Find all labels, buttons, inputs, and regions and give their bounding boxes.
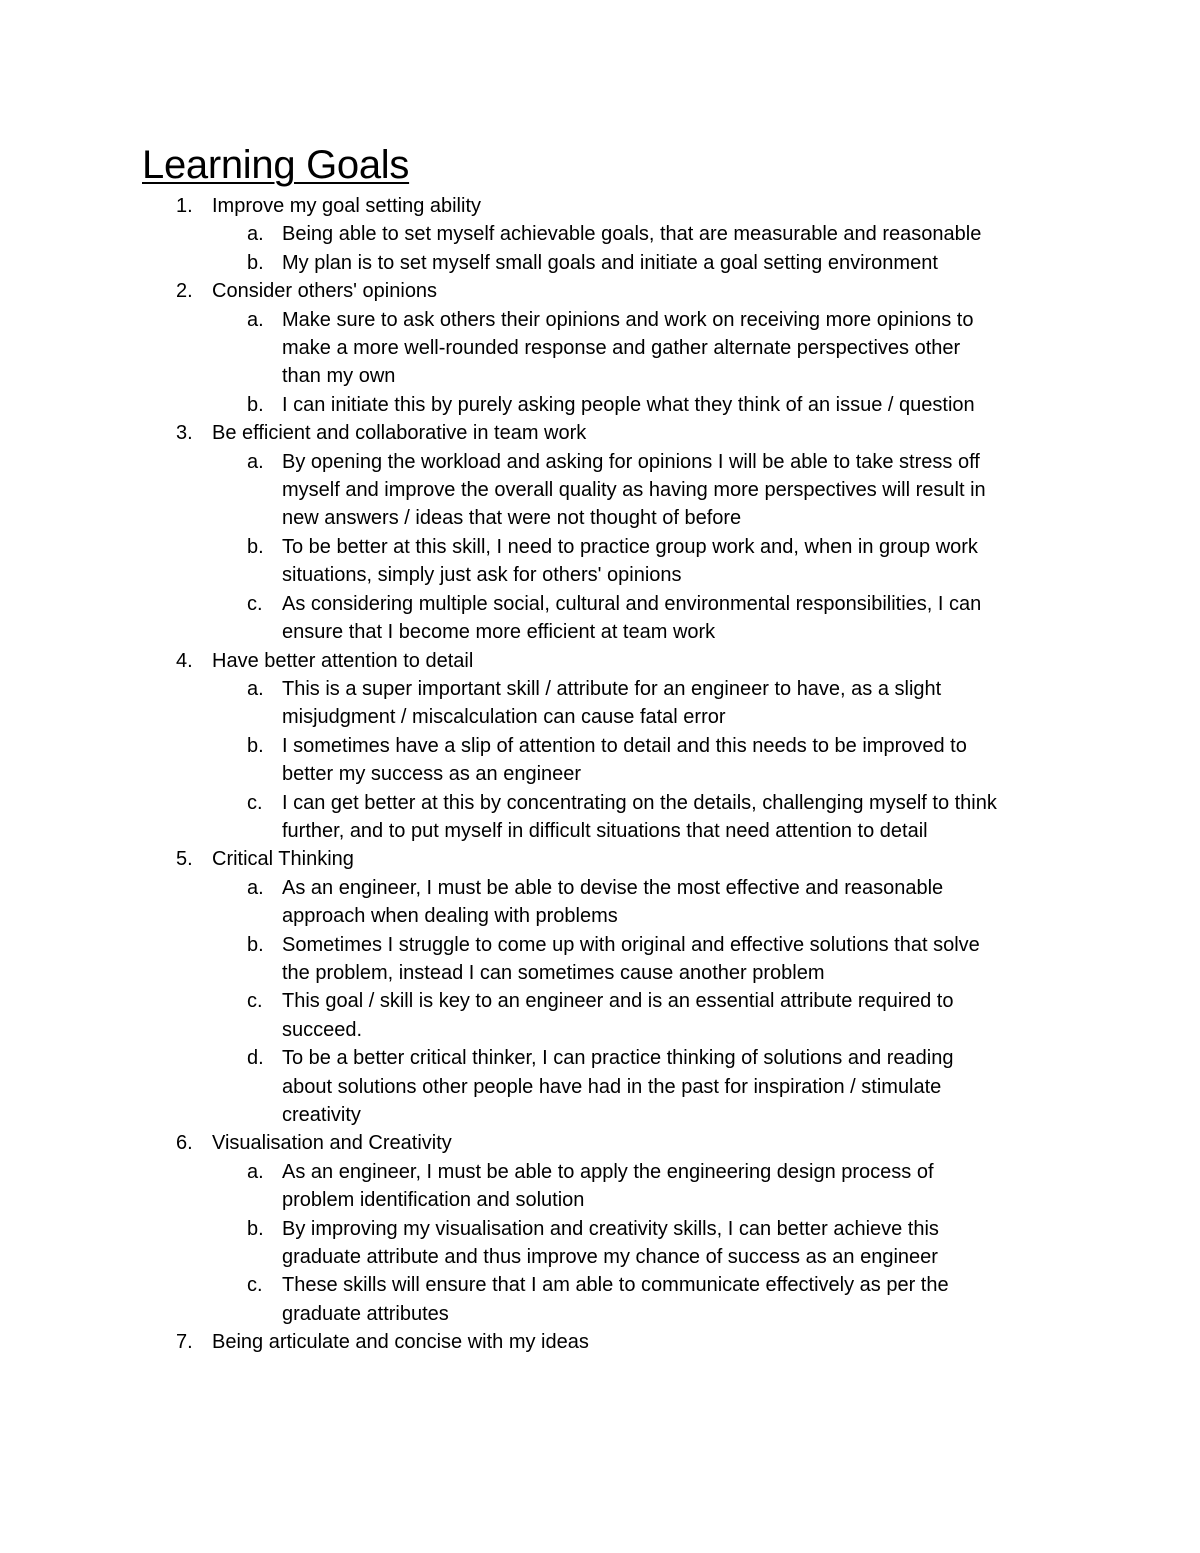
sub-goal-text-line: By improving my visualisation and creativity skills, I can better achieve this (282, 1217, 939, 1240)
sub-goal-list (212, 874, 1200, 1130)
goal-item (0, 277, 1200, 419)
sub-goal-letter: c. (247, 592, 263, 615)
sub-goal-letter: b. (247, 535, 264, 558)
sub-goal-text-line: new answers / ideas that were not thought of before (282, 507, 742, 530)
sub-goal-text-line: approach when dealing with problems (282, 905, 618, 928)
sub-goal-item (247, 675, 1057, 732)
sub-goal-letter: c. (247, 791, 263, 814)
sub-goal-item (247, 391, 1057, 419)
sub-goal-text-line: I can initiate this by purely asking people what they think of an issue / question (282, 393, 975, 416)
goal-text: Visualisation and Creativity (212, 1132, 452, 1155)
sub-goal-list (212, 1158, 1200, 1328)
sub-goal-item (247, 931, 1057, 988)
sub-goal-text-line: make a more well-rounded response and gather alternate perspectives other (282, 337, 961, 360)
sub-goal-text-line: the problem, instead I can sometimes cause another problem (282, 961, 825, 984)
sub-goal-text-line: about solutions other people have had in the past for inspiration / stimulate (282, 1075, 942, 1098)
sub-goal-item (247, 249, 1057, 277)
sub-goal-list (212, 306, 1200, 420)
sub-goal-text-line: This is a super important skill / attribute for an engineer to have, as a slight (282, 677, 942, 700)
sub-goal-letter: b. (247, 933, 264, 956)
sub-goal-letter: a. (247, 308, 264, 331)
sub-goal-item (247, 1215, 1057, 1272)
sub-goal-text-line: myself and improve the overall quality as having more perspectives will result in (282, 479, 986, 502)
sub-goal-list (212, 448, 1200, 647)
sub-goal-text-line: As an engineer, I must be able to devise the most effective and reasonable (282, 876, 944, 899)
sub-goal-item (247, 1158, 1057, 1215)
sub-goal-letter: b. (247, 1217, 264, 1240)
goal-text: Critical Thinking (212, 848, 354, 871)
sub-goal-text-line: misjudgment / miscalculation can cause fatal error (282, 706, 726, 729)
sub-goal-text-line: This goal / skill is key to an engineer and is an essential attribute required to (282, 990, 954, 1013)
goal-item (0, 845, 1200, 1129)
sub-goal-letter: c. (247, 1274, 263, 1297)
sub-goal-text-line: ensure that I become more efficient at team work (282, 621, 716, 644)
sub-goal-text-line: These skills will ensure that I am able to communicate effectively as per the (282, 1274, 949, 1297)
goal-item (0, 419, 1200, 646)
sub-goal-item (247, 987, 1057, 1044)
sub-goal-letter: a. (247, 1160, 264, 1183)
sub-goal-text-line: graduate attribute and thus improve my chance of success as an engineer (282, 1246, 938, 1269)
sub-goal-item (247, 590, 1057, 647)
sub-goal-letter: d. (247, 1047, 264, 1070)
sub-goal-text-line: Being able to set myself achievable goals, that are measurable and reasonable (282, 223, 982, 246)
goal-number: 5. (176, 848, 193, 871)
goal-text: Be efficient and collaborative in team work (212, 422, 587, 445)
sub-goal-text-line: situations, simply just ask for others' opinions (282, 564, 682, 587)
sub-goal-item (247, 220, 1057, 248)
goal-number: 2. (176, 280, 193, 303)
sub-goal-letter: b. (247, 734, 264, 757)
sub-goal-text-line: As considering multiple social, cultural and environmental responsibilities, I can (282, 592, 982, 615)
sub-goal-text-line: further, and to put myself in difficult situations that need attention to detail (282, 819, 928, 842)
sub-goal-text-line: I can get better at this by concentrating on the details, challenging myself to think (282, 791, 997, 814)
sub-goal-item (247, 306, 1057, 391)
sub-goal-letter: b. (247, 251, 264, 274)
sub-goal-text-line: graduate attributes (282, 1302, 449, 1325)
sub-goal-item (247, 1044, 1057, 1129)
goal-number: 1. (176, 195, 193, 217)
sub-goal-letter: a. (247, 876, 264, 899)
goal-text: Being articulate and concise with my ideas (212, 1331, 589, 1354)
goal-number: 6. (176, 1132, 193, 1155)
sub-goal-list (212, 675, 1200, 845)
sub-goal-item (247, 448, 1057, 533)
goal-item (0, 647, 1200, 846)
sub-goal-item (247, 1271, 1057, 1328)
sub-goal-item (247, 732, 1057, 789)
goal-text: Consider others' opinions (212, 280, 438, 303)
sub-goal-text-line: Make sure to ask others their opinions and work on receiving more opinions to (282, 308, 974, 331)
sub-goal-text-line: To be better at this skill, I need to practice group work and, when in group work (282, 535, 978, 558)
sub-goal-letter: a. (247, 450, 264, 473)
sub-goal-text-line: By opening the workload and asking for opinions I will be able to take stress off (282, 450, 980, 473)
sub-goal-text-line: To be a better critical thinker, I can practice thinking of solutions and reading (282, 1047, 954, 1070)
sub-goal-text-line: My plan is to set myself small goals and initiate a goal setting environment (282, 251, 938, 274)
goal-item (0, 192, 1200, 277)
sub-goal-item (247, 789, 1057, 846)
sub-goal-letter: a. (247, 223, 264, 246)
goal-item (0, 1129, 1200, 1328)
sub-goal-letter: a. (247, 677, 264, 700)
page-title: Learning Goals (142, 143, 410, 187)
goal-item (0, 1328, 1200, 1356)
goal-text: Improve my goal setting ability (212, 195, 482, 217)
sub-goal-text-line: than my own (282, 365, 396, 388)
goal-number: 3. (176, 422, 193, 445)
sub-goal-text-line: creativity (282, 1104, 361, 1126)
sub-goal-letter: b. (247, 393, 264, 416)
sub-goal-text-line: problem identification and solution (282, 1189, 585, 1212)
sub-goal-text-line: Sometimes I struggle to come up with original and effective solutions that solve (282, 933, 980, 956)
sub-goal-letter: c. (247, 990, 263, 1013)
sub-goal-item (247, 533, 1057, 590)
sub-goal-list (212, 220, 1200, 277)
goal-number: 7. (176, 1331, 193, 1354)
sub-goal-text-line: As an engineer, I must be able to apply the engineering design process of (282, 1160, 934, 1183)
sub-goal-item (247, 874, 1057, 931)
sub-goal-text-line: I sometimes have a slip of attention to detail and this needs to be improved to (282, 734, 967, 757)
sub-goal-text-line: better my success as an engineer (282, 763, 582, 786)
goal-text: Have better attention to detail (212, 649, 474, 672)
goal-number: 4. (176, 649, 193, 672)
sub-goal-text-line: succeed. (282, 1018, 363, 1041)
goals-list (0, 192, 1200, 1357)
